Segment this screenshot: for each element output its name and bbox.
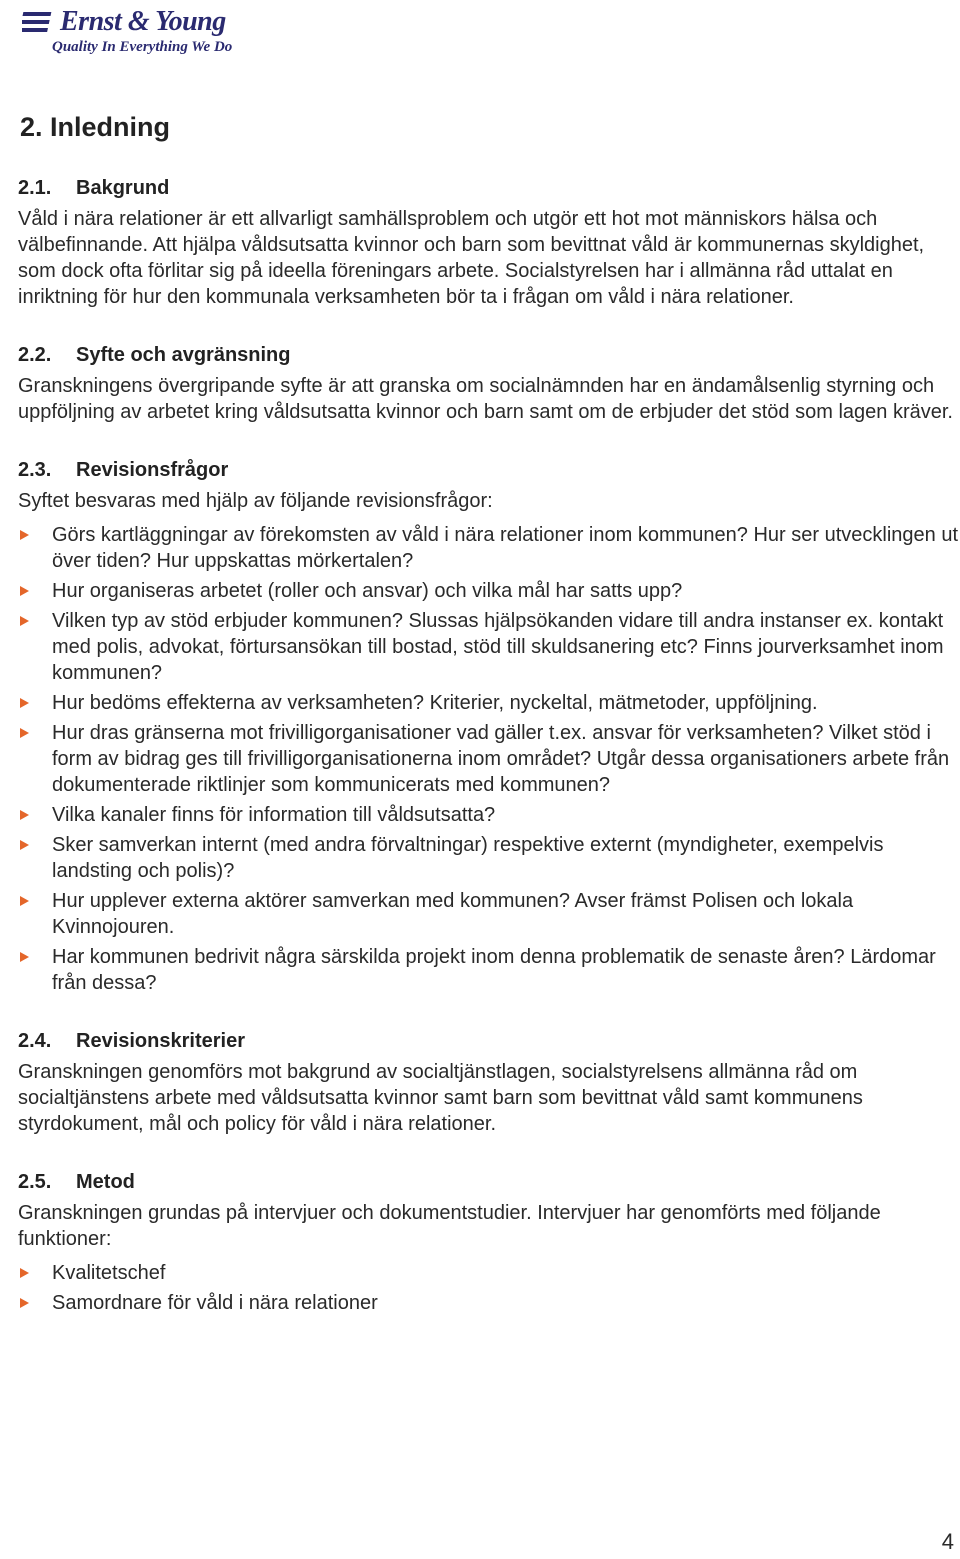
section-heading [18,1030,958,1053]
section-number: 2.5. [18,1171,52,1193]
section-metod [18,1171,958,1316]
section-title: Bakgrund [76,177,170,199]
section-title: Syfte och avgränsning [76,344,291,366]
page-number: 4 [941,1529,954,1554]
section-number: 2.2. [18,344,52,366]
list-item: Kvalitetschef [18,1260,958,1286]
paragraph: Våld i nära relationer är ett allvarligt samhällsproblem och utgör ett hot mot människors hälsa och välbefinnande. Att hjälpa våldsutsatta kvinnor och barn som bevittnat våld är kommunernas skyldighet, som dock ofta förlitar sig på ideella föreningars arbete. Socialstyrelsen har i allmänna råd uttalat en inriktning för hur den kommunala verksamheten bör ta i frågan om våld i nära relationer. [18,208,925,308]
bullet-arrow-icon [20,840,29,850]
bullet-arrow-icon [20,530,29,540]
section-number: 2.3. [18,459,52,481]
question-list [18,522,958,996]
list-item: Samordnare för våld i nära relationer [18,1290,958,1316]
paragraph: Syftet besvaras med hjälp av följande revisionsfrågor: [18,490,493,512]
function-list [18,1260,958,1316]
list-item: Hur bedöms effekterna av verksamheten? Kriterier, nyckeltal, mätmetoder, uppföljning. [18,690,958,716]
section-title: Revisionskriterier [76,1030,245,1052]
paragraph: Granskningen genomförs mot bakgrund av socialtjänstlagen, socialstyrelsens allmänna råd om socialtjänstens arbete med våldsutsatta kvinnor samt barn som bevittnat våld samt kommunens styrdokument, mål och policy för våld i nära relationer. [18,1061,863,1135]
section-bakgrund [18,177,958,310]
list-item: Har kommunen bedrivit några särskilda projekt inom denna problematik de senaste åren? Lärdomar från dessa? [18,944,958,996]
bullet-arrow-icon [20,1268,29,1278]
bullet-arrow-icon [20,952,29,962]
list-item: Vilka kanaler finns för information till våldsutsatta? [18,802,958,828]
section-heading [18,177,958,200]
page-title: 2. Inledning [20,112,171,142]
document-body [18,112,958,1350]
bullet-arrow-icon [20,586,29,596]
list-item: Hur upplever externa aktörer samverkan med kommunen? Avser främst Polisen och lokala Kvinnojouren. [18,888,958,940]
section-syfte [18,344,958,425]
section-revisionskriterier [18,1030,958,1137]
section-title: Metod [76,1171,135,1193]
ey-logo-icon [22,9,56,35]
list-item: Görs kartläggningar av förekomsten av våld i nära relationer inom kommunen? Hur ser utvecklingen ut över tiden? Hur uppskattas mörkertalen? [18,522,958,574]
section-number: 2.4. [18,1030,52,1052]
bullet-arrow-icon [20,698,29,708]
section-number: 2.1. [18,177,52,199]
bullet-arrow-icon [20,896,29,906]
section-heading [18,1171,958,1194]
list-item: Hur organiseras arbetet (roller och ansvar) och vilka mål har satts upp? [18,578,958,604]
bullet-arrow-icon [20,728,29,738]
section-heading [18,344,958,367]
paragraph: Granskningen grundas på intervjuer och dokumentstudier. Intervjuer har genomförts med följande funktioner: [18,1202,881,1250]
bullet-arrow-icon [20,1298,29,1308]
list-item: Sker samverkan internt (med andra förvaltningar) respektive externt (myndigheter, exempelvis landsting och polis)? [18,832,958,884]
list-item: Hur dras gränserna mot frivilligorganisationer vad gäller t.ex. ansvar för verksamheten? Vilket stöd i form av bidrag ges till frivilligorganisationerna inom området? Utgår dessa organisationers arbete från dokumenterade riktlinjer som kommunicerats med kommunen? [18,720,958,798]
brand-name: Ernst & Young [60,6,226,37]
paragraph: Granskningens övergripande syfte är att granska om socialnämnden har en ändamålsenlig styrning och uppföljning av arbetet kring våldsutsatta kvinnor och barn samt om de erbjuder det stöd som lagen kräver. [18,375,953,423]
section-title: Revisionsfrågor [76,459,229,481]
bullet-arrow-icon [20,810,29,820]
section-revisionsfragor [18,459,958,996]
list-item: Vilken typ av stöd erbjuder kommunen? Slussas hjälpsökanden vidare till andra instanser ex. kontakt med polis, advokat, förtursansökan till bostad, stöd till skuldsanering etc? Finns jourverksamhet inom kommunen? [18,608,958,686]
brand-tagline: Quality In Everything We Do [52,39,233,55]
section-heading [18,459,958,482]
bullet-arrow-icon [20,616,29,626]
company-logo [22,6,232,56]
